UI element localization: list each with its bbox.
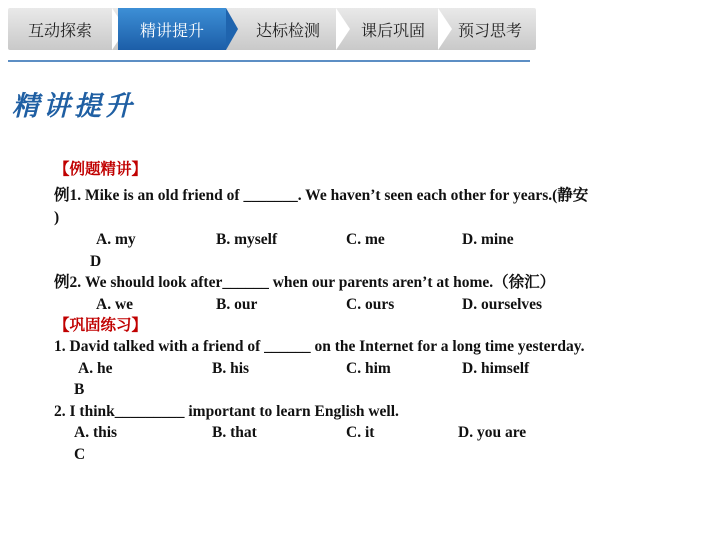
- practice-1-text: 1. David talked with a friend of ______ on the Internet for a long time yesterday.: [54, 338, 585, 355]
- practice-2-option-a: A. this: [74, 424, 118, 441]
- tab-standard-test[interactable]: 达标检测: [255, 20, 320, 40]
- question-1-option-d: D. mine: [462, 231, 514, 248]
- question-2-option-a: A. we: [96, 296, 134, 313]
- top-navigation: [0, 0, 720, 60]
- practice-2-option-b: B. that: [212, 424, 257, 441]
- question-1-answer: D: [90, 253, 102, 270]
- question-1-option-a: A. my: [96, 231, 136, 248]
- question-1-text-cont: ): [54, 209, 60, 226]
- practice-2-answer: C: [74, 446, 86, 463]
- tab-interactive-explore[interactable]: 互动探索: [27, 20, 92, 40]
- question-1-option-b: B. myself: [216, 231, 278, 248]
- question-1-option-c: C. me: [346, 231, 385, 248]
- nav-underline: [8, 60, 530, 62]
- question-2-option-d: D. ourselves: [462, 296, 543, 313]
- heading-practice: 【巩固练习】: [54, 317, 148, 334]
- section-title: 精讲提升: [12, 91, 136, 122]
- question-2-text: 例2. We should look after______ when our parents aren’t at home.（徐汇）: [54, 274, 556, 291]
- question-2-option-c: C. ours: [346, 296, 395, 313]
- practice-1-answer: B: [74, 381, 85, 398]
- heading-examples: 【例题精讲】: [54, 161, 148, 178]
- tab-separator-arrow: [226, 8, 238, 50]
- practice-2-text: 2. I think_________ important to learn English well.: [54, 403, 399, 420]
- tab-preview-think[interactable]: 预习思考: [457, 20, 522, 40]
- question-2-option-b: B. our: [216, 296, 258, 313]
- tab-after-class-review[interactable]: 课后巩固: [360, 20, 425, 40]
- practice-2-option-d: D. you are: [458, 424, 527, 441]
- practice-2-option-c: C. it: [346, 424, 375, 441]
- practice-1-option-d: D. himself: [462, 360, 530, 377]
- question-1-text: 例1. Mike is an old friend of _______. We haven’t seen each other for years.(静安: [54, 187, 589, 204]
- practice-1-option-b: B. his: [212, 360, 250, 377]
- practice-1-option-a: A. he: [78, 360, 113, 377]
- practice-1-option-c: C. him: [346, 360, 391, 377]
- tab-lecture-improve[interactable]: 精讲提升: [118, 8, 226, 50]
